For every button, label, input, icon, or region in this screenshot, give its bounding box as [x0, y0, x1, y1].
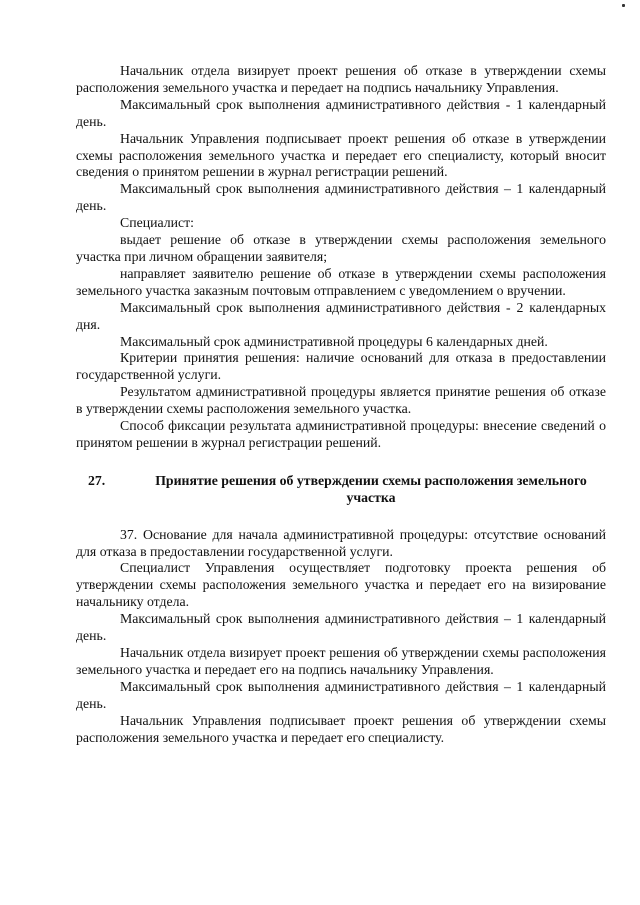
paragraph: Критерии принятия решения: наличие оснований для отказа в предоставлении государственной услуги. [76, 350, 606, 383]
paragraph: Максимальный срок выполнения административного действия – 1 календарный день. [76, 678, 606, 711]
section-heading [76, 473, 606, 507]
paragraph: Начальник отдела визирует проект решения об утверждении схемы расположения земельного участка и передает его на подпись начальнику Управления. [76, 645, 606, 677]
paragraph: Специалист Управления осуществляет подготовку проекта решения об утверждении схемы расположения земельного участка и передает его на визирование начальнику отдела. [76, 560, 606, 610]
document-body [76, 63, 606, 746]
paragraph: Максимальный срок выполнения административного действия - 1 календарный день. [76, 96, 606, 129]
paragraph: Начальник Управления подписывает проект решения об утверждении схемы расположения земельного участка и передает его специалисту. [76, 712, 606, 745]
scan-mark [622, 4, 625, 7]
paragraph: выдает решение об отказе в утверждении схемы расположения земельного участка при личном обращении заявителя; [76, 232, 606, 264]
paragraph: Максимальный срок административной процедуры 6 календарных дней. [120, 333, 548, 349]
paragraph: 37. Основание для начала административной процедуры: отсутствие оснований для отказа в предоставлении государственной услуги. [76, 526, 606, 559]
paragraph: Начальник Управления подписывает проект решения об отказе в утверждении схемы расположения земельного участка и передает его специалисту, который вносит сведения о принятом решении в журнал регистрации решений. [76, 130, 606, 180]
paragraph: Способ фиксации результата административной процедуры: внесение сведений о принятом решении в журнал регистрации решений. [76, 418, 606, 450]
section-title: Принятие решения об утверждении схемы расположения земельного участка [155, 472, 587, 505]
paragraph: Результатом административной процедуры является принятие решения об отказе в утверждении схемы расположения земельного участка. [76, 384, 606, 417]
paragraph: Максимальный срок выполнения административного действия - 2 календарных дня. [76, 299, 606, 332]
paragraph: направляет заявителю решение об отказе в утверждении схемы расположения земельного участка заказным почтовым отправлением с уведомлением о вручении. [76, 265, 606, 298]
paragraph: Максимальный срок выполнения административного действия – 1 календарный день. [76, 611, 606, 644]
paragraph: Специалист: [120, 215, 194, 231]
section-number: 27. [88, 472, 106, 488]
paragraph: Начальник отдела визирует проект решения об отказе в утверждении схемы расположения земельного участка и передает на подпись начальнику Управления. [76, 63, 606, 95]
paragraph: Максимальный срок выполнения административного действия – 1 календарный день. [76, 181, 606, 214]
